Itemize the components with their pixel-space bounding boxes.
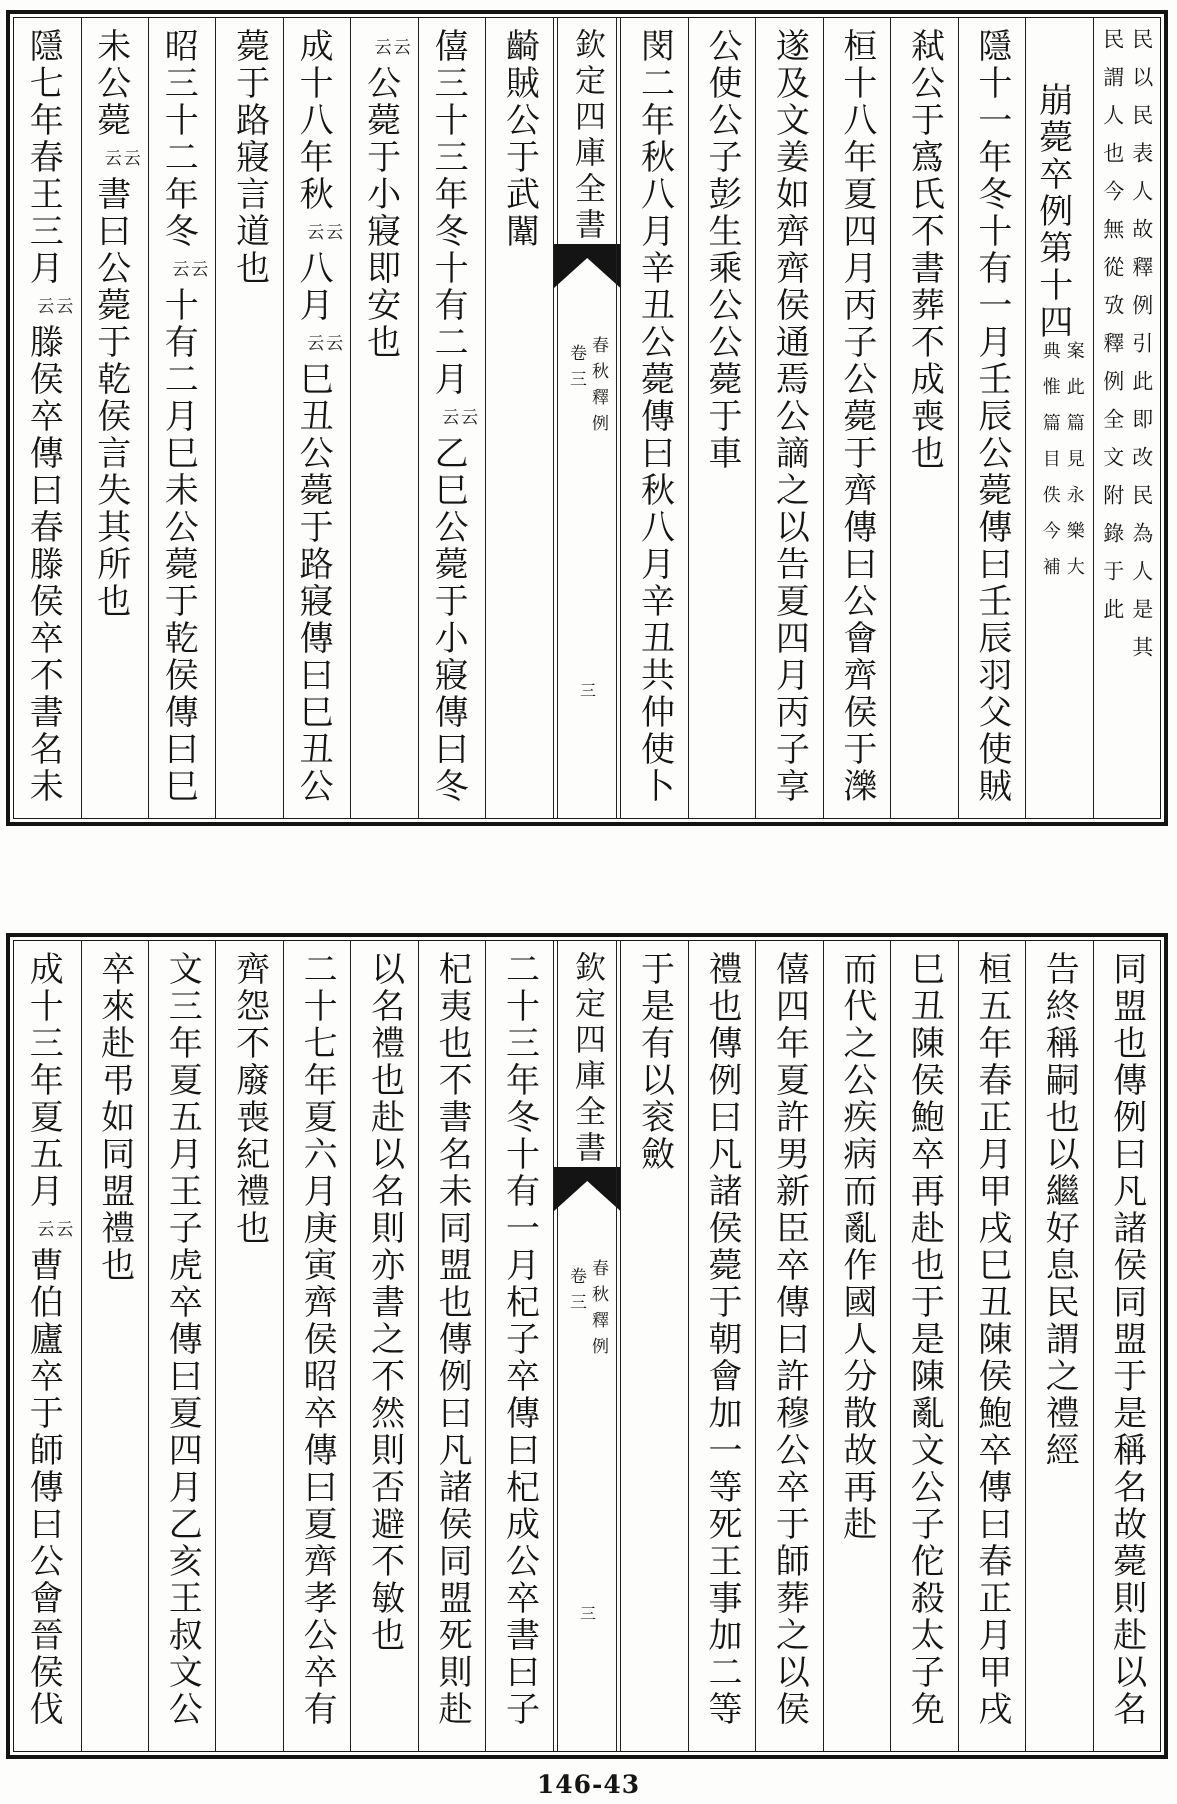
note-right-line: 云 [119,149,140,166]
text-column [823,941,890,1751]
text-column [755,18,822,818]
upper-column-grid [13,17,1161,819]
text-column [688,18,755,818]
lower-column-grid [13,940,1161,1752]
text-column [890,941,957,1751]
column-text [1098,18,1156,818]
note-left-line: 云 [303,334,324,351]
double-line-note [303,213,341,250]
main-text: 僖三十三年冬十有二月 [428,28,469,398]
upper-page-panel [6,10,1168,826]
column-text [702,941,742,1751]
spine-book-title: 春秋釋例 [588,1259,609,1363]
column-text [297,941,337,1751]
note-left-line: 云 [370,38,391,55]
text-column [148,941,215,1751]
fishtail-shape [554,244,620,288]
text-column [1025,941,1092,1751]
main-text: 告終稱嗣也以繼好息民謂之禮經 [1039,951,1080,1469]
column-text [1033,18,1086,818]
note-right-line: 云 [187,260,208,277]
spine-book-title: 春秋釋例 [588,336,609,440]
main-text: 于是有以衮斂 [634,951,675,1173]
main-text: 未公薨 [90,28,131,139]
annotation-column [1093,18,1160,818]
column-text [95,941,135,1751]
text-column [620,941,687,1751]
text-column [283,18,350,818]
double-line-note [438,398,476,435]
double-line-note [33,287,71,324]
main-text: 卒來赴弔如同盟禮也 [94,951,135,1284]
text-column [620,18,687,818]
main-text: 禮也傳例曰凡諸侯薨于朝會加一等死王事加二等 [701,951,742,1728]
main-text: 閔二年秋八月辛丑公薨傳曰秋八月辛丑共仲使卜 [634,28,675,805]
column-text [904,18,944,818]
main-text: 隱七年春王三月 [23,28,64,287]
text-column [215,941,282,1751]
main-text: 曹伯廬卒于師傳曰公會晉侯伐 [23,1247,64,1728]
column-text [365,941,405,1751]
spine-leaf-number: 三 [577,1605,597,1621]
main-text: 書曰公薨于乾侯言失其所也 [90,176,131,620]
main-text: 乙巳公薨于小寢傳曰冬 [428,435,469,805]
main-text: 齮賊公于武闈 [499,28,540,250]
note-left-line: 民謂人也今無從攷釋例全文附錄于此 [1100,28,1125,636]
main-text: 二十三年冬十有一月杞子卒傳曰杞成公卒書曰子 [499,951,540,1728]
column-text [23,941,71,1751]
column-text [23,18,71,818]
text-column [958,18,1025,818]
main-text: 巳丑陳侯鮑卒再赴也于是陳亂文公子佗殺太子免 [904,951,945,1728]
spine-volume: 卷三 [566,344,587,396]
main-text: 文三年夏五月王子虎卒傳曰夏四月乙亥王叔文公 [162,951,203,1728]
note-left-line: 云 [33,1220,54,1237]
double-line-note [1098,28,1156,674]
text-column [485,18,552,818]
main-text: 公使公子彭生乘公公薨于車 [701,28,742,472]
main-text: 公薨于小寢即安也 [360,65,401,361]
note-left-line: 云 [33,297,54,314]
main-text: 遂及文姜如齊齊侯通焉公謫之以告夏四月丙子享 [769,28,810,805]
main-text: 同盟也傳例曰凡諸侯同盟于是稱名故薨則赴以名 [1106,951,1147,1728]
note-left-line: 云 [303,223,324,240]
note-right-line: 云 [52,1220,73,1237]
main-text: 桓五年春正月甲戌巳丑陳侯鮑卒傳曰春正月甲戌 [971,951,1012,1728]
column-text [361,18,409,818]
text-column [485,941,552,1751]
double-line-note [1038,341,1086,593]
text-column [1093,941,1160,1751]
main-text: 昭三十二年冬 [158,28,199,250]
fishtail-mark [554,244,620,290]
spine-leaf-number: 三 [577,682,597,698]
main-text: 滕侯卒傳曰春滕侯卒不書名未 [23,324,64,805]
text-column [958,941,1025,1751]
column-text [230,941,270,1751]
column-text [91,18,139,818]
double-line-note [33,1210,71,1247]
main-text: 而代之公疾病而亂作國人分散故再赴 [836,951,877,1543]
column-text [702,18,742,818]
chapter-title-column [1025,18,1092,818]
text-column [688,941,755,1751]
note-right-line: 云 [457,408,478,425]
spine-collection-title: 欽定四庫全書 [569,951,606,1167]
note-left-line: 典惟篇目佚今補 [1039,341,1061,593]
fishtail-shape [554,1167,620,1211]
column-text [972,18,1012,818]
text-column [350,941,417,1751]
column-text [769,941,809,1751]
center-spine-column [553,18,620,818]
column-text [972,941,1012,1751]
main-text: 杞夷也不書名未同盟也傳例曰凡諸侯同盟死則赴 [432,951,473,1728]
column-text [158,18,206,818]
main-text: 桓十八年夏四月丙子公薨于齊傳曰公會齊侯于濼 [836,28,877,805]
text-column [890,18,957,818]
main-text: 僖四年夏許男新臣卒傳曰許穆公卒于師葬之以侯 [769,951,810,1728]
text-column [81,941,148,1751]
chapter-title: 崩薨卒例第十四 [1032,82,1073,341]
note-right-line: 云 [322,223,343,240]
text-column [755,941,822,1751]
main-text: 巳丑公薨于路寢傳曰巳丑公 [293,361,334,805]
column-text [1107,941,1147,1751]
text-column [418,941,485,1751]
text-column [14,941,80,1751]
spine-book-info [565,336,609,440]
double-line-note [168,250,206,287]
main-text: 齊怨不廢喪紀禮也 [229,951,270,1247]
note-left-line: 云 [168,260,189,277]
spine-book-info [565,1259,609,1363]
text-column [81,18,148,818]
column-text [1039,941,1079,1751]
note-right-line: 案此篇見永樂大 [1063,341,1085,593]
main-text: 十有二月巳未公薨于乾侯傳曰巳 [158,287,199,805]
double-line-note [371,28,409,65]
main-text: 以名禮也赴以名則亦書之不然則否避不敏也 [364,951,405,1654]
column-text [837,941,877,1751]
column-text [500,941,540,1751]
text-column [823,18,890,818]
note-left-line: 云 [438,408,459,425]
note-right-line: 云 [389,38,410,55]
note-right-line: 民以民表人故釋例引此即改民為人是其 [1129,28,1154,674]
text-column [148,18,215,818]
column-text [769,18,809,818]
column-text [837,18,877,818]
text-column [215,18,282,818]
column-text [500,18,540,818]
column-text [634,18,674,818]
lower-page-panel [6,933,1168,1759]
page-number: 146-43 [536,1770,641,1799]
main-text: 薨于路寢言道也 [229,28,270,287]
spine-volume: 卷三 [566,1267,587,1319]
column-text [162,941,202,1751]
center-spine-column [553,941,620,1751]
text-column [283,941,350,1751]
main-text: 隱十一年冬十有一月壬辰公薨傳曰壬辰羽父使賊 [971,28,1012,805]
main-text: 成十八年秋 [293,28,334,213]
note-left-line: 云 [100,149,121,166]
main-text: 弒公于寪氏不書葬不成喪也 [904,28,945,472]
fishtail-mark [554,1167,620,1213]
note-right-line: 云 [52,297,73,314]
column-text [904,941,944,1751]
note-right-line: 云 [322,334,343,351]
main-text: 成十三年夏五月 [23,951,64,1210]
column-text [634,941,674,1751]
text-column [418,18,485,818]
main-text: 二十七年夏六月庚寅齊侯昭卒傳曰夏齊孝公卒有 [297,951,338,1728]
column-text [230,18,270,818]
text-column [14,18,80,818]
column-text [293,18,341,818]
column-text [428,18,476,818]
double-line-note [303,324,341,361]
text-column [350,18,417,818]
spine-collection-title: 欽定四庫全書 [569,28,606,244]
column-text [432,941,472,1751]
main-text: 八月 [293,250,334,324]
double-line-note [101,139,139,176]
